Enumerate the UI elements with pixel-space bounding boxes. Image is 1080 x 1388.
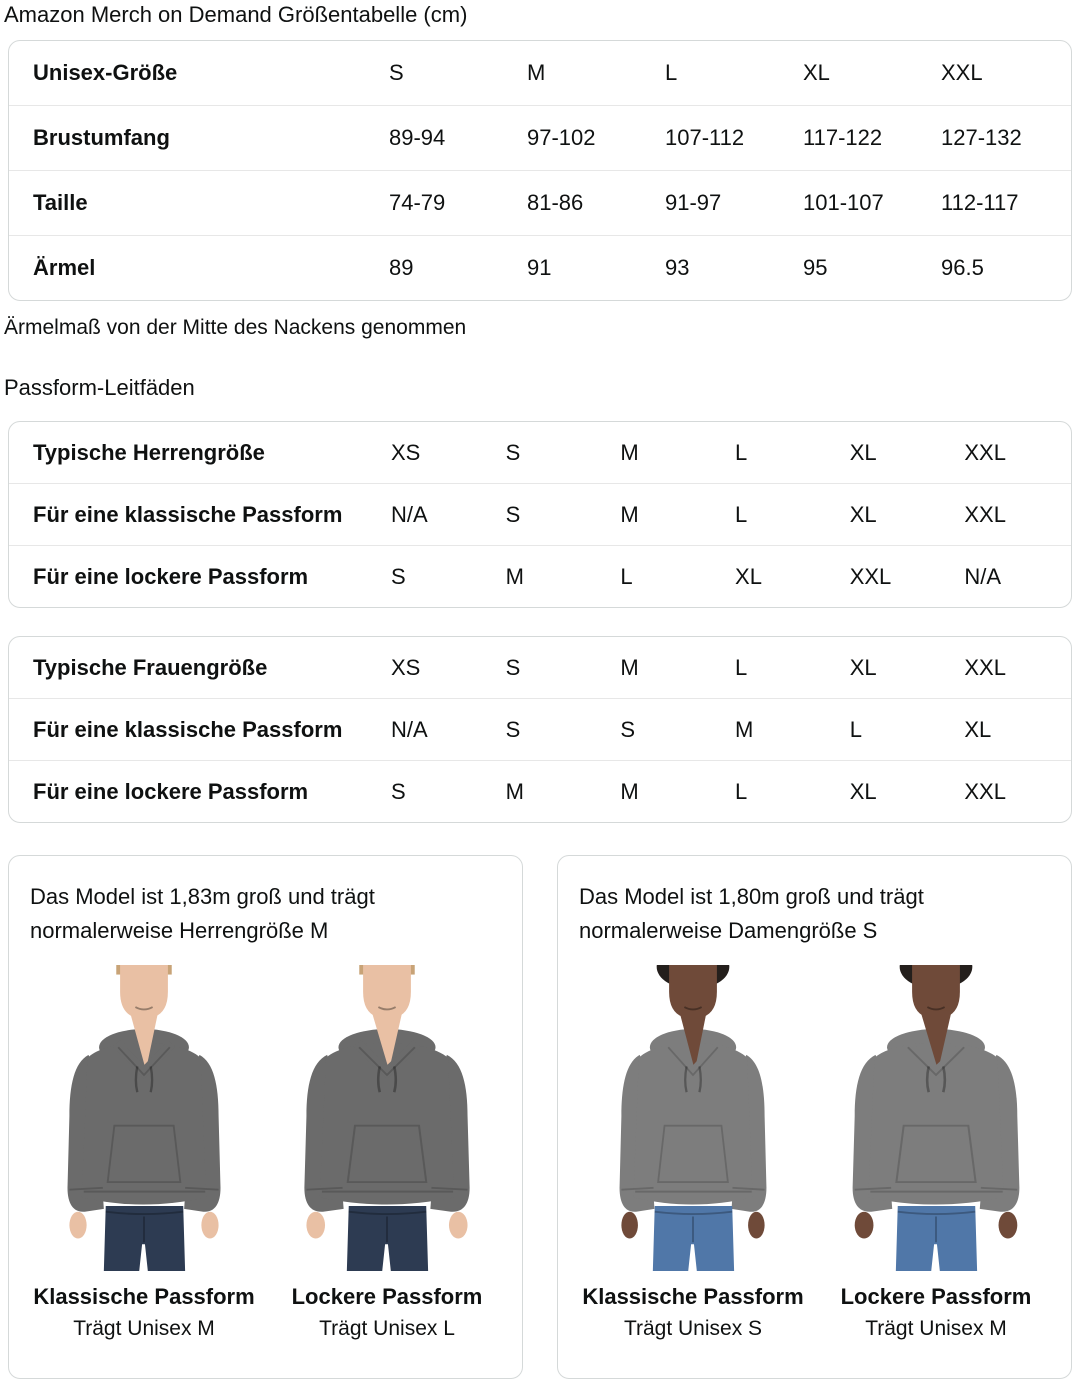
row-label: Unisex-Größe <box>33 60 178 85</box>
row-label: Für eine lockere Passform <box>33 778 309 804</box>
cell-value: 107-112 <box>665 125 745 150</box>
cell-value: L <box>849 716 862 742</box>
table-row <box>9 483 1071 545</box>
male-model-card <box>8 855 523 1379</box>
sleeve-measure-note: Ärmelmaß von der Mitte des Nackens genommen <box>4 316 467 339</box>
cell-value: S <box>505 654 521 680</box>
cell-value: L <box>735 654 748 680</box>
right-hand <box>748 1212 765 1239</box>
cell-value: L <box>735 501 748 527</box>
cell-value: XXL <box>964 654 1006 680</box>
table-row <box>9 105 1071 170</box>
cell-value: XXL <box>849 563 892 589</box>
row-label: Für eine klassische Passform <box>33 501 343 527</box>
cell-value: XXL <box>964 439 1006 465</box>
cell-value: XXL <box>964 501 1006 527</box>
size-col-header: L <box>665 60 678 85</box>
cell-value: XL <box>964 716 992 742</box>
table-row <box>9 545 1071 607</box>
cell-value: M <box>620 501 639 527</box>
right-hand <box>999 1212 1018 1239</box>
cell-value: 127-132 <box>941 125 1022 150</box>
cell-value: M <box>620 654 639 680</box>
worn-size-label: Trägt Unisex M <box>73 1317 215 1340</box>
model-face <box>363 965 411 1019</box>
cell-value: 117-122 <box>803 125 883 150</box>
cell-value: M <box>620 778 639 804</box>
fit-guides-heading: Passform-Leitfäden <box>4 375 195 400</box>
cell-value: L <box>735 439 748 465</box>
fit-type-label: Klassische Passform <box>582 1284 804 1309</box>
cell-value: 93 <box>665 255 690 280</box>
male-model-photo-svg <box>30 965 258 1271</box>
male-model-photo <box>273 965 501 1271</box>
cell-value: M <box>735 716 754 742</box>
cell-value: XS <box>391 654 421 680</box>
model-face <box>120 965 168 1019</box>
model-photo-loose-fit <box>273 965 501 1341</box>
female-model-photo <box>822 965 1050 1271</box>
cell-value: XS <box>391 439 421 465</box>
size-col-header: XL <box>803 60 830 85</box>
cell-value: 74-79 <box>389 190 446 215</box>
model-face <box>912 965 960 1019</box>
female-model-photo <box>579 965 807 1271</box>
cell-value: S <box>505 501 521 527</box>
row-label: Typische Frauengröße <box>33 654 268 680</box>
left-hand <box>306 1212 325 1239</box>
cell-value: XL <box>849 778 877 804</box>
cell-value: M <box>505 778 524 804</box>
page-title: Amazon Merch on Demand Größentabelle (cm) <box>4 2 468 27</box>
row-label: Typische Herrengröße <box>33 439 265 465</box>
womens-fit-table <box>8 636 1072 823</box>
worn-size-label: Trägt Unisex L <box>319 1317 455 1340</box>
kangaroo-pocket <box>348 1126 426 1182</box>
cell-value: 112-117 <box>941 190 1019 215</box>
table-row <box>9 698 1071 760</box>
row-label: Taille <box>33 190 88 215</box>
model-photo-classic-fit <box>579 965 807 1341</box>
cell-value: XL <box>849 654 877 680</box>
male-model-photo-svg <box>273 965 501 1271</box>
cell-value: S <box>391 563 406 589</box>
cell-value: XL <box>849 439 877 465</box>
left-hand <box>69 1212 86 1239</box>
model-photos <box>579 965 1050 1341</box>
cell-value: N/A <box>391 501 428 527</box>
left-hand <box>855 1212 874 1239</box>
cell-value: 91-97 <box>665 190 722 215</box>
model-photo-classic-fit <box>30 965 258 1341</box>
cell-value: 97-102 <box>527 125 596 150</box>
fit-type-label: Lockere Passform <box>291 1284 483 1309</box>
cell-value: M <box>620 439 639 465</box>
female-model-photo-svg <box>579 965 807 1271</box>
kangaroo-pocket <box>896 1126 975 1182</box>
female-model-card <box>557 855 1072 1379</box>
table-row <box>9 422 1071 483</box>
cell-value: L <box>620 563 633 589</box>
unisex-size-table <box>8 40 1072 301</box>
female-model-photo-svg <box>822 965 1050 1271</box>
cell-value: S <box>505 439 521 465</box>
table-header-row <box>9 41 1071 105</box>
fit-type-label: Lockere Passform <box>840 1284 1032 1309</box>
cell-value: L <box>735 778 748 804</box>
size-col-header: M <box>527 60 546 85</box>
model-photos <box>30 965 501 1341</box>
right-hand <box>201 1212 218 1239</box>
table-row <box>9 235 1071 300</box>
kangaroo-pocket <box>658 1126 728 1182</box>
table-row <box>9 170 1071 235</box>
cell-value: 91 <box>527 255 552 280</box>
cell-value: 81-86 <box>527 190 584 215</box>
row-label: Für eine klassische Passform <box>33 716 343 742</box>
cell-value: 89-94 <box>389 125 446 150</box>
table-row <box>9 760 1071 822</box>
cell-value: 101-107 <box>803 190 884 215</box>
model-description: Das Model ist 1,80m groß und trägt normalerweise Damengröße S <box>579 884 924 943</box>
cell-value: XXL <box>964 778 1006 804</box>
left-hand <box>621 1212 638 1239</box>
model-photo-loose-fit <box>822 965 1050 1341</box>
cell-value: 89 <box>389 255 414 280</box>
model-description: Das Model ist 1,83m groß und trägt normalerweise Herrengröße M <box>30 884 375 943</box>
cell-value: M <box>505 563 524 589</box>
cell-value: S <box>391 778 406 804</box>
model-cards-row <box>8 855 1072 1379</box>
cell-value: N/A <box>391 716 428 742</box>
cell-value: N/A <box>964 563 1002 589</box>
model-face <box>669 965 717 1019</box>
worn-size-label: Trägt Unisex M <box>865 1317 1007 1340</box>
right-hand <box>449 1212 468 1239</box>
cell-value: 95 <box>803 255 828 280</box>
worn-size-label: Trägt Unisex S <box>623 1317 763 1340</box>
cell-value: S <box>620 716 636 742</box>
fit-type-label: Klassische Passform <box>33 1284 255 1309</box>
cell-value: XL <box>849 501 877 527</box>
row-label: Ärmel <box>33 255 96 280</box>
cell-value: S <box>505 716 521 742</box>
size-col-header: XXL <box>941 60 983 85</box>
table-row <box>9 637 1071 698</box>
male-model-photo <box>30 965 258 1271</box>
size-col-header: S <box>389 60 404 85</box>
cell-value: XL <box>735 563 762 589</box>
mens-fit-table <box>8 421 1072 608</box>
kangaroo-pocket <box>108 1126 181 1182</box>
cell-value: 96.5 <box>941 255 984 280</box>
row-label: Brustumfang <box>33 125 170 150</box>
row-label: Für eine lockere Passform <box>33 563 309 589</box>
